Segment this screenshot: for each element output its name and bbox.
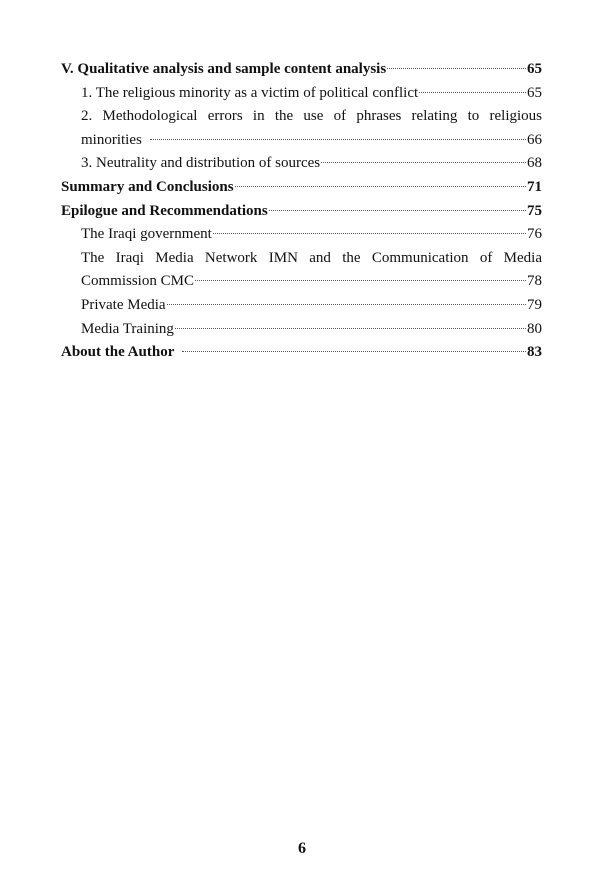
- toc-entry-title: 3. Neutrality and distribution of sources: [81, 155, 321, 172]
- toc-entry[interactable]: [61, 58, 542, 82]
- dot-leader: [150, 139, 526, 140]
- toc-entry-title: Media Training: [81, 320, 174, 337]
- dot-leader: [419, 92, 526, 93]
- toc-entry-title: About the Author: [61, 344, 175, 361]
- toc-entry-page: 83: [527, 344, 542, 361]
- dot-leader: [269, 210, 526, 211]
- dot-leader: [387, 68, 526, 69]
- toc-entry[interactable]: [61, 318, 542, 342]
- dot-leader: [182, 351, 526, 352]
- toc-entry-title: Private Media: [81, 296, 166, 313]
- dot-leader: [321, 162, 526, 163]
- toc-entry-page: 79: [527, 296, 542, 313]
- toc-entry-title: Epilogue and Recommendations: [61, 202, 268, 219]
- toc-entry-page: 68: [527, 155, 542, 172]
- toc-entry-page: 65: [527, 84, 542, 101]
- toc-entry-title-line2: minorities: [81, 131, 142, 148]
- dot-leader: [195, 280, 526, 281]
- toc-entry[interactable]: [61, 341, 542, 365]
- toc-entry-title: Summary and Conclusions: [61, 178, 234, 195]
- toc-entry-page: 80: [527, 320, 542, 337]
- toc-entry-page: 75: [527, 202, 542, 219]
- dot-leader: [175, 328, 526, 329]
- toc-entry-title: 1. The religious minority as a victim of political conflict: [81, 84, 419, 101]
- toc-entry-page: 71: [527, 178, 542, 195]
- toc-entry[interactable]: [61, 247, 542, 294]
- toc-entry-page: 76: [527, 226, 542, 243]
- toc-entry-title-line1: 2. Methodological errors in the use of phrases relating to religious: [81, 108, 542, 125]
- toc-entry-title-line1: The Iraqi Media Network IMN and the Communication of Media: [81, 249, 542, 266]
- toc-entry[interactable]: [61, 294, 542, 318]
- toc-entry[interactable]: [61, 82, 542, 106]
- toc-entry[interactable]: [61, 223, 542, 247]
- toc-entry-page: 66: [527, 131, 542, 148]
- table-of-contents: [61, 58, 542, 365]
- toc-entry[interactable]: [61, 176, 542, 200]
- toc-entry[interactable]: [61, 200, 542, 224]
- toc-entry[interactable]: [61, 105, 542, 152]
- toc-entry-title: V. Qualitative analysis and sample content analysis: [61, 61, 387, 77]
- toc-entry-title: The Iraqi government: [81, 226, 212, 243]
- dot-leader: [167, 304, 526, 305]
- toc-entry-page: 78: [527, 273, 542, 290]
- page-number: 6: [298, 840, 306, 857]
- toc-entry-title-line2: Commission CMC: [81, 273, 194, 290]
- dot-leader: [235, 186, 526, 187]
- dot-leader: [213, 233, 526, 234]
- toc-entry-page: 65: [527, 61, 542, 77]
- toc-entry[interactable]: [61, 152, 542, 176]
